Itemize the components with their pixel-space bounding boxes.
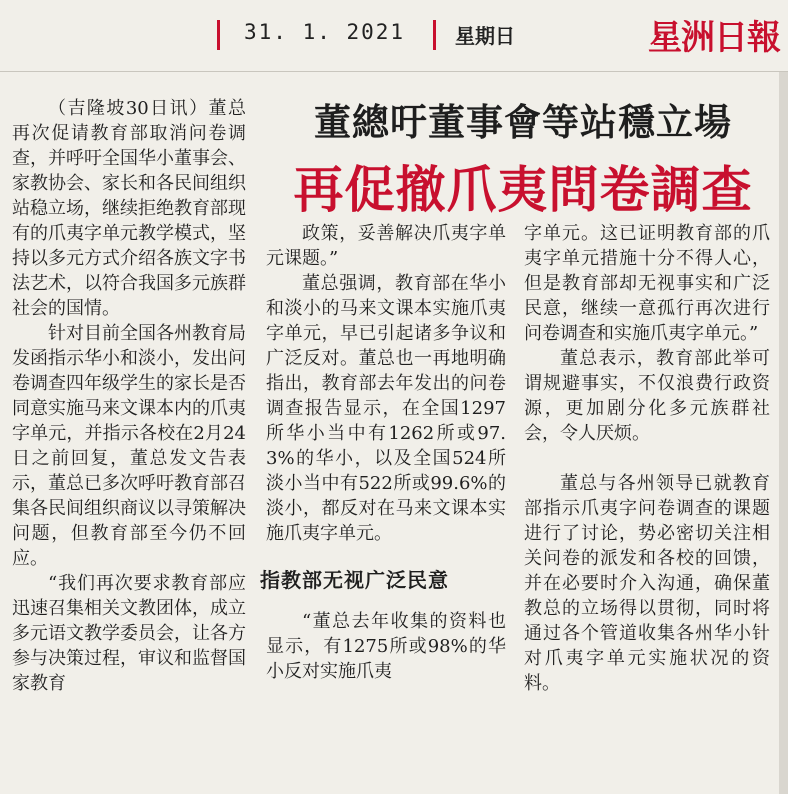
article-column-1 — [12, 96, 246, 696]
paragraph: 董总表示，教育部此举可谓规避事实，不仅浪费行政资源，更加剧分化多元族群社会，令人厌烦。 — [524, 348, 770, 444]
page-header — [0, 0, 788, 72]
header-divider — [433, 20, 436, 50]
paragraph: “我们再次要求教育部应迅速召集相关文教团体，成立多元语文教学委员会，让各方参与决策过程，审议和监督国家教育 — [12, 573, 246, 694]
section-heading: 指教部无视广泛民意 — [260, 568, 449, 592]
paragraph: “董总去年收集的资料也显示，有1275所或98%的华小反对实施爪夷 — [266, 611, 506, 682]
page-edge — [779, 72, 788, 794]
newspaper-logo: 星洲日報 — [648, 18, 780, 58]
paragraph: 字单元。这已证明教育部的爪夷字单元措施十分不得人心，但是教育部却无视事实和广泛民意，继续一意孤行再次进行问卷调查和实施爪夷字单元。” — [524, 223, 770, 344]
subheadline: 再促撤爪夷問卷調查 — [293, 161, 753, 219]
paragraph: 董总与各州领导已就教育部指示爪夷字问卷调查的课题进行了讨论，势必密切关注相关问卷的派发和各校的回馈，并在必要时介入沟通，确保董教总的立场得以贯彻，同时将通过各个管道收集各州华小针对爪夷字单元实施状况的资料。 — [524, 473, 770, 694]
article-column-3 — [524, 221, 770, 696]
header-rule — [0, 71, 788, 72]
paragraph: （吉隆坡30日讯）董总再次促请教育部取消问卷调查，并呼吁全国华小董事会、家教协会、家长和各民间组织站稳立场，继续拒绝教育部现有的爪夷字单元教学模式，坚持以多元方式介绍各族文字书法艺术，以符合我国多元族群社会的国情。 — [12, 98, 246, 319]
issue-weekday: 星期日 — [455, 24, 515, 48]
paragraph: 政策，妥善解决爪夷字单元课题。” — [266, 223, 506, 269]
header-divider — [217, 20, 220, 50]
paragraph: 董总强调，教育部在华小和淡小的马来文课本实施爪夷字单元，早已引起诸多争议和广泛反对。董总也一再地明确指出，教育部去年发出的问卷调查报告显示，在全国1297所华小当中有1262所或97.3%的华小，以及全国524所淡小当中有522所或99.6%的淡小，都反对在马来文课本实施爪夷字单元。 — [266, 273, 506, 544]
article-column-2 — [260, 221, 506, 684]
issue-date: 31. 1. 2021 — [244, 20, 406, 44]
paragraph: 针对目前全国各州教育局发函指示华小和淡小，发出问卷调查四年级学生的家长是否同意实施马来文课本内的爪夷字单元，并指示各校在2月24日之前回复，董总发文告表示，董总已多次呼吁教育部召集各民间组织商议以寻策解决问题，但教育部至今仍不回应。 — [12, 323, 246, 569]
headline: 董總吁董事會等站穩立場 — [314, 101, 732, 144]
